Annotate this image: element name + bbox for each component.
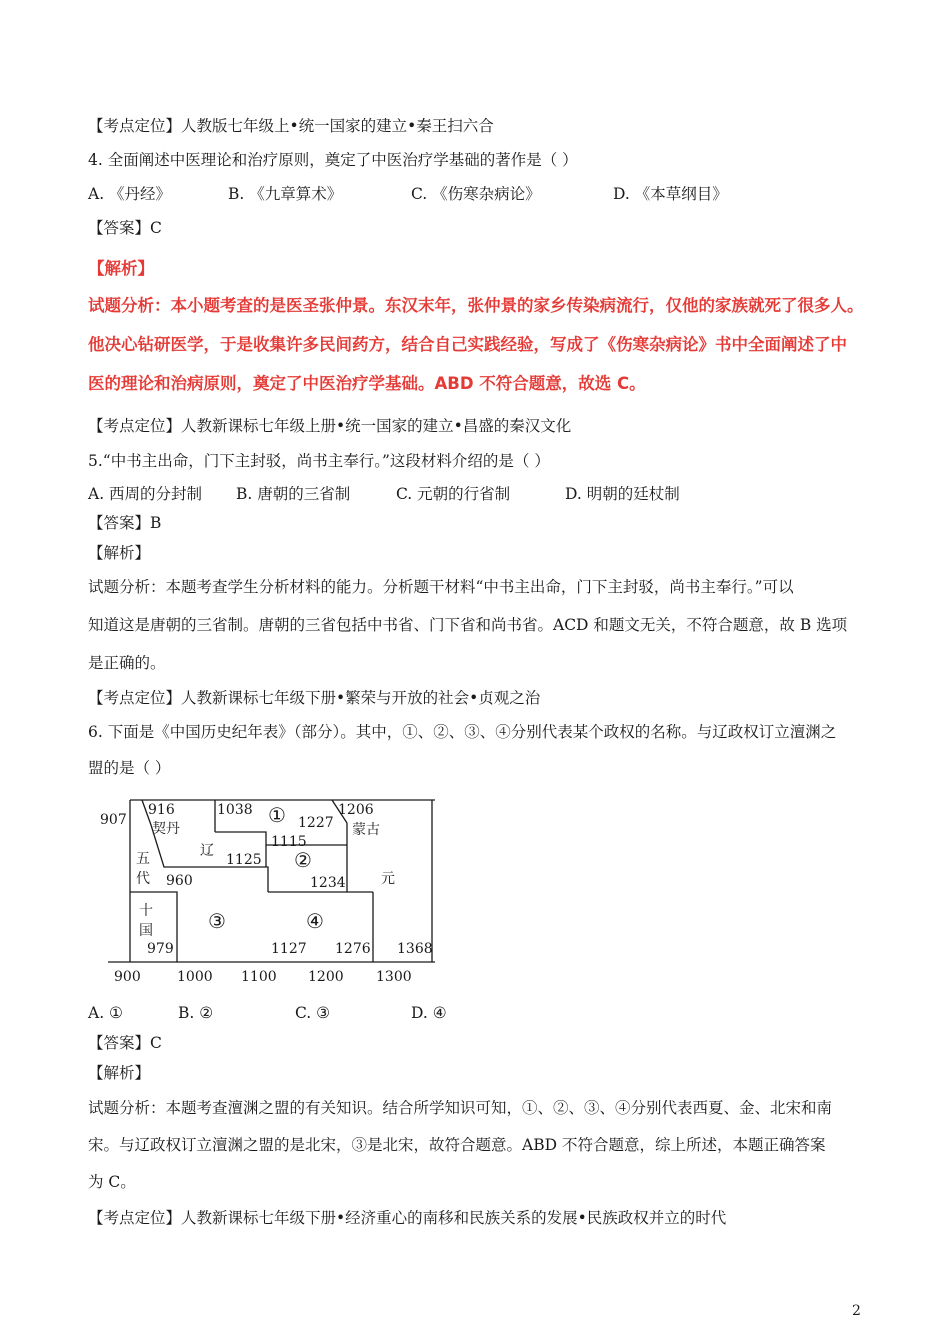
q5-analysis-line-3: 是正确的。 xyxy=(88,654,166,672)
kaodian-dingwei-q6: 【考点定位】人教新课标七年级下册•经济重心的南移和民族关系的发展•民族政权并立的时代 xyxy=(88,1209,727,1227)
year-1234-label: 1234 xyxy=(310,875,346,891)
q4-analysis-line-1: 试题分析：本小题考查的是医圣张仲景。东汉末年，张仲景的家乡传染病流行，仅他的家族就死了很多人。 xyxy=(88,296,864,315)
q4-option-b: B. 《九章算术》 xyxy=(228,185,343,203)
q6-analysis-line-3: 为 C。 xyxy=(88,1173,136,1191)
year-1368-label: 1368 xyxy=(397,941,433,957)
q5-answer: 【答案】B xyxy=(88,514,162,532)
q4-option-a: A. 《丹经》 xyxy=(88,185,172,203)
axis-tick-900: 900 xyxy=(114,969,141,985)
q5-analysis-line-2: 知道这是唐朝的三省制。唐朝的三省包括中书省、门下省和尚书省。ACD 和题文无关，不符合题意，故 B 选项 xyxy=(88,616,848,634)
q4-analysis-heading: 【解析】 xyxy=(88,259,154,278)
yuan-label: 元 xyxy=(381,871,395,887)
kaodian-dingwei-q5: 【考点定位】人教新课标七年级下册•繁荣与开放的社会•贞观之治 xyxy=(88,689,541,707)
liao-label: 辽 xyxy=(200,843,214,859)
year-1125-label: 1125 xyxy=(226,852,262,868)
q4-analysis-line-2: 他决心钻研医学，于是收集许多民间药方，结合自己实践经验，写成了《伤寒杂病论》书中全面阐述了中 xyxy=(88,335,847,354)
year-916-label: 916 xyxy=(148,802,175,818)
q6-answer: 【答案】C xyxy=(88,1034,162,1052)
q4-answer: 【答案】C xyxy=(88,219,162,237)
year-1227-label: 1227 xyxy=(298,815,334,831)
q6-analysis-heading: 【解析】 xyxy=(88,1064,151,1082)
year-907-label: 907 xyxy=(100,812,127,828)
q4-option-d: D. 《本草纲目》 xyxy=(613,185,728,203)
q4-option-c: C. 《伤寒杂病论》 xyxy=(411,185,541,203)
q5-option-a: A. 西周的分封制 xyxy=(88,485,203,503)
question-6-stem-line-1: 6. 下面是《中国历史纪年表》（部分）。其中，①、②、③、④分别代表某个政权的名称。与辽政权订立澶渊之 xyxy=(88,723,837,741)
shiguo-label-shi: 十 xyxy=(139,903,153,919)
q6-analysis-line-2: 宋。与辽政权订立澶渊之盟的是北宋，③是北宋，故符合题意。ABD 不符合题意，综上所述，本题正确答案 xyxy=(88,1136,826,1154)
kaodian-dingwei-q3: 【考点定位】人教版七年级上•统一国家的建立•秦王扫六合 xyxy=(88,117,494,135)
q5-option-d: D. 明朝的廷杖制 xyxy=(565,485,680,503)
q5-option-b: B. 唐朝的三省制 xyxy=(236,485,351,503)
regime-4-marker: ④ xyxy=(306,909,324,933)
axis-tick-1300: 1300 xyxy=(376,969,412,985)
page-number: 2 xyxy=(852,1303,861,1319)
q6-option-a: A. ① xyxy=(88,1004,123,1022)
wudai-label-wu: 五 xyxy=(136,851,150,867)
year-1206-label: 1206 xyxy=(338,802,374,818)
year-979-label: 979 xyxy=(147,941,174,957)
year-1127-label: 1127 xyxy=(271,941,307,957)
axis-tick-1200: 1200 xyxy=(308,969,344,985)
q6-option-c: C. ③ xyxy=(295,1004,331,1022)
question-4-stem: 4. 全面阐述中医理论和治疗原则，奠定了中医治疗学基础的著作是（ ） xyxy=(88,151,578,169)
regime-3-marker: ③ xyxy=(208,909,226,933)
regime-2-marker: ② xyxy=(294,848,312,872)
mongol-label: 蒙古 xyxy=(352,822,380,838)
year-1276-label: 1276 xyxy=(335,941,371,957)
year-960-label: 960 xyxy=(166,873,193,889)
q5-analysis-line-1: 试题分析：本题考查学生分析材料的能力。分析题干材料“中书主出命，门下主封驳，尚书主奉行。”可以 xyxy=(88,578,794,596)
kaodian-dingwei-q4: 【考点定位】人教新课标七年级上册•统一国家的建立•昌盛的秦汉文化 xyxy=(88,417,572,435)
q6-option-d: D. ④ xyxy=(411,1004,447,1022)
axis-tick-1000: 1000 xyxy=(177,969,213,985)
q5-analysis-heading: 【解析】 xyxy=(88,544,151,562)
question-6-stem-line-2: 盟的是（ ） xyxy=(88,759,171,777)
question-5-stem: 5.“中书主出命，门下主封驳，尚书主奉行。”这段材料介绍的是（ ） xyxy=(88,452,550,470)
axis-tick-1100: 1100 xyxy=(241,969,277,985)
wudai-label-dai: 代 xyxy=(136,871,150,887)
shiguo-label-guo: 国 xyxy=(139,923,153,939)
regime-1-marker: ① xyxy=(268,803,286,827)
q5-option-c: C. 元朝的行省制 xyxy=(396,485,511,503)
chronology-table-figure xyxy=(95,795,445,990)
q6-option-b: B. ② xyxy=(178,1004,214,1022)
q6-analysis-line-1: 试题分析：本题考查澶渊之盟的有关知识。结合所学知识可知，①、②、③、④分别代表西夏、金、北宋和南 xyxy=(88,1099,833,1117)
year-1038-label: 1038 xyxy=(217,802,253,818)
q4-analysis-line-3: 医的理论和治病原则，奠定了中医治疗学基础。ABD 不符合题意，故选 C。 xyxy=(88,374,646,393)
year-1115-label: 1115 xyxy=(271,834,307,850)
qidan-label: 契丹 xyxy=(152,821,180,837)
